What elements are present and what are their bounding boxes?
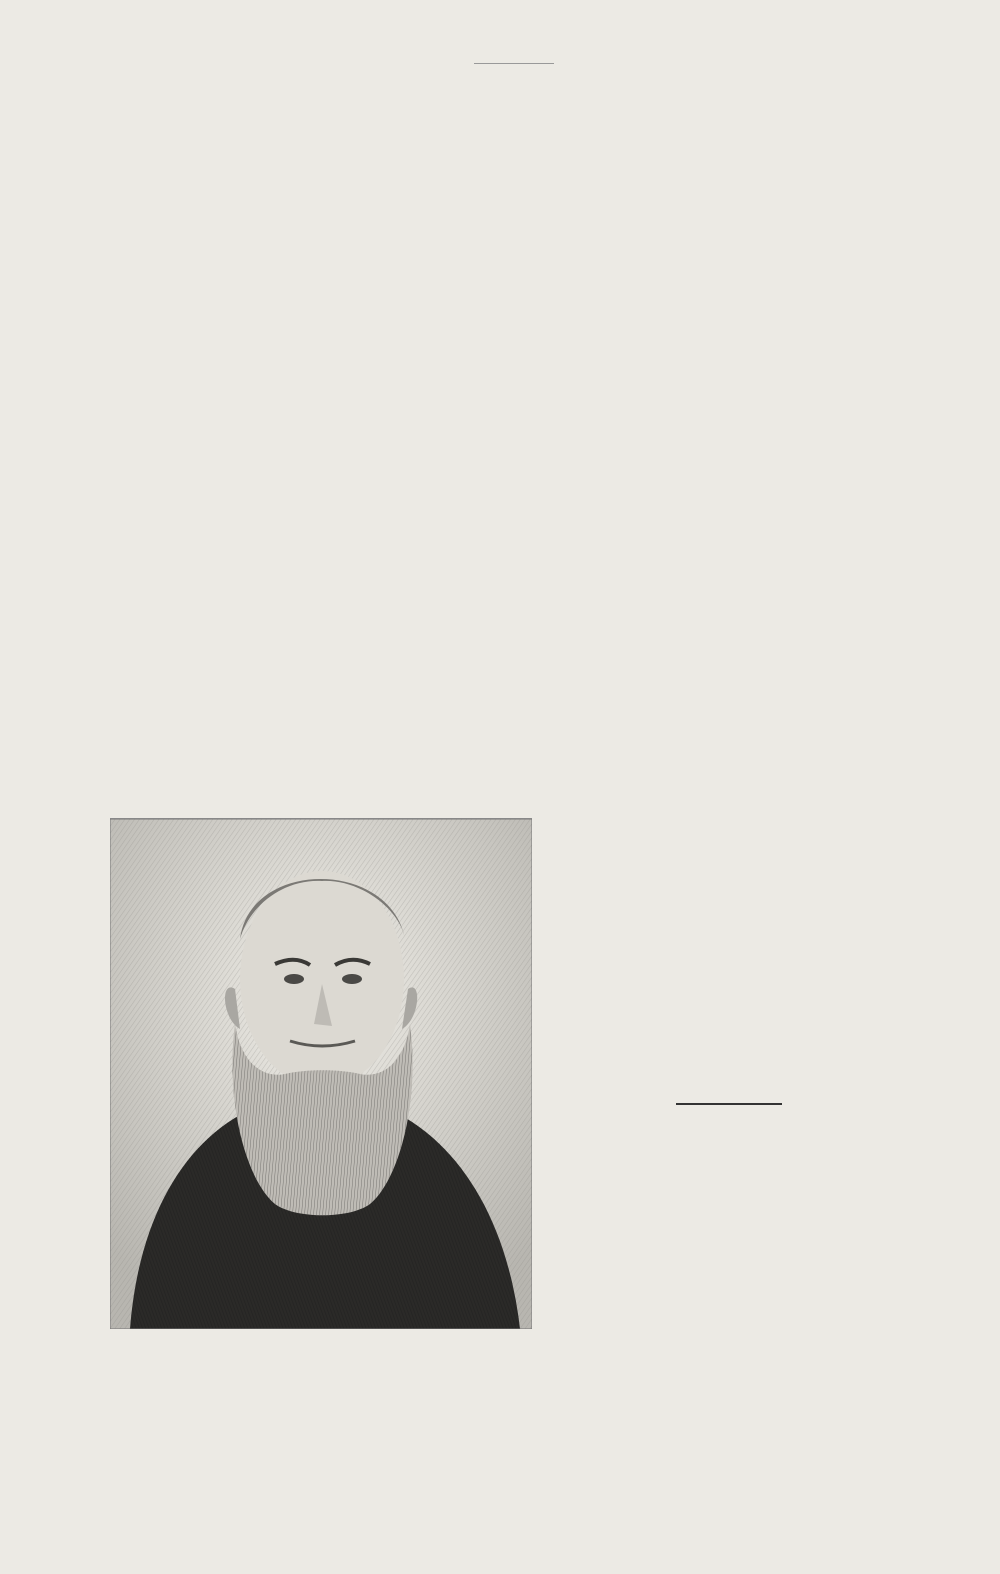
page-number-rule (474, 63, 554, 64)
portrait-image (110, 818, 532, 1329)
section-divider (676, 1103, 782, 1105)
portrait-engraving (110, 819, 532, 1329)
